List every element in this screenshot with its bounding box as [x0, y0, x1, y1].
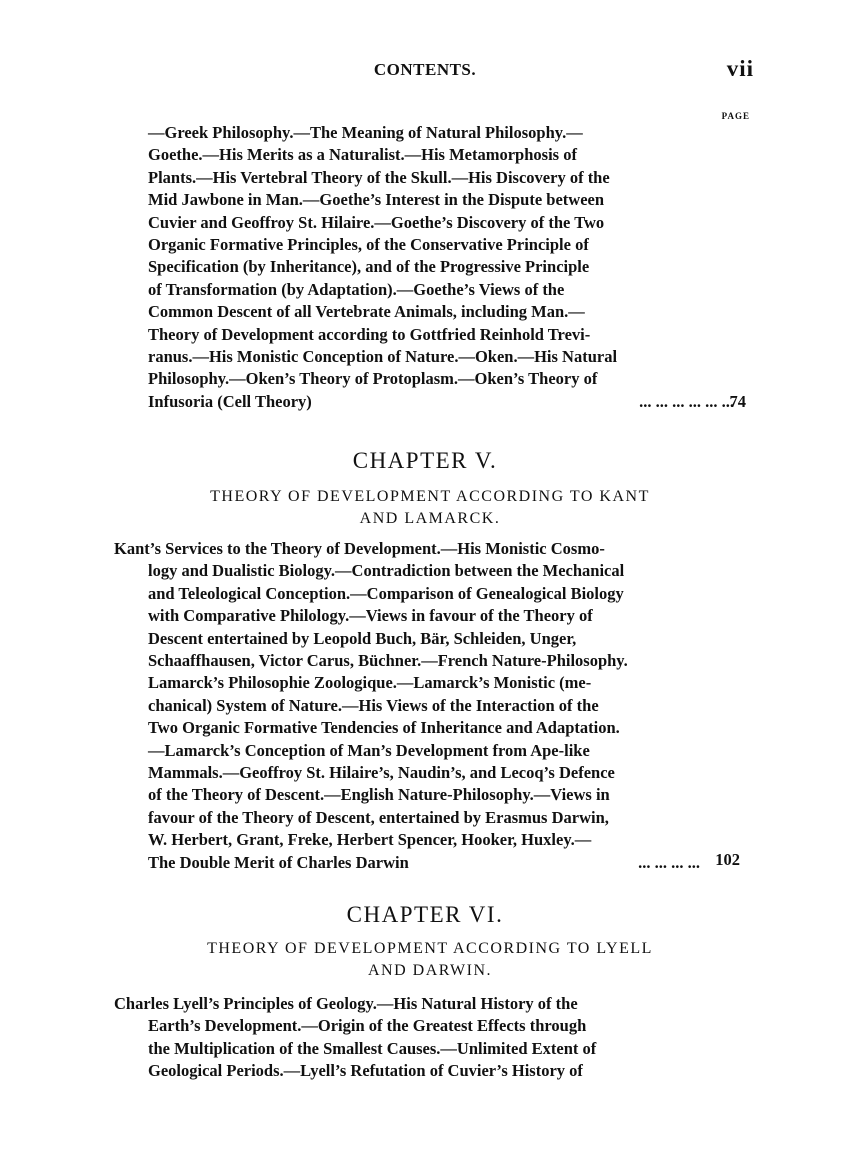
dot-leader: ... ... ... ... ... ...: [639, 391, 734, 411]
entry-line: Kant’s Services to the Theory of Development.—His Monistic Cosmo-: [114, 539, 605, 558]
entry-line: Mid Jawbone in Man.—Goethe’s Interest in the Dispute between: [148, 190, 605, 210]
chapter-subtitle: THEORY OF DEVELOPMENT ACCORDING TO LYELL: [207, 940, 653, 957]
entry-line: Schaaffhausen, Victor Carus, Büchner.—French Nature-Philosophy.: [148, 651, 628, 671]
chapter-heading: CHAPTER VI.: [346, 902, 504, 927]
entry-line: of Transformation (by Adaptation).—Goethe’s Views of the: [148, 279, 565, 299]
chapter-subtitle: AND LAMARCK.: [359, 510, 501, 527]
page-column-label: PAGE: [721, 111, 750, 121]
chapter-subtitle: THEORY OF DEVELOPMENT ACCORDING TO KANT: [210, 488, 650, 505]
entry-line: Infusoria (Cell Theory): [148, 391, 312, 411]
entry-line: Geological Periods.—Lyell’s Refutation of Cuvier’s History of: [148, 1061, 583, 1081]
entry-line: The Double Merit of Charles Darwin: [148, 852, 409, 872]
entry-line: Common Descent of all Vertebrate Animals, including Man.—: [148, 302, 585, 322]
entry-line: the Multiplication of the Smallest Causes.—Unlimited Extent of: [148, 1038, 597, 1058]
entry-line: Mammals.—Geoffroy St. Hilaire’s, Naudin’s, and Lecoq’s Defence: [148, 763, 615, 783]
entry-line: —Greek Philosophy.—The Meaning of Natural Philosophy.—: [148, 123, 583, 142]
entry-line: Plants.—His Vertebral Theory of the Skull.—His Discovery of the: [148, 167, 610, 187]
entry-line: Organic Formative Principles, of the Conservative Principle of: [148, 235, 589, 255]
contents-entry-continued: [114, 122, 740, 413]
dot-leader: ... ... ... ...: [638, 852, 700, 872]
entry-line: Earth’s Development.—Origin of the Greatest Effects through: [148, 1016, 587, 1036]
entry-line: Specification (by Inheritance), and of the Progressive Principle: [148, 257, 590, 277]
page-number: 102: [715, 850, 740, 869]
entry-line: and Teleological Conception.—Comparison of Genealogical Biology: [148, 583, 624, 603]
entry-line: Goethe.—His Merits as a Naturalist.—His Metamorphosis of: [148, 145, 577, 165]
chapter-heading: CHAPTER V.: [352, 448, 498, 473]
entry-line: —Lamarck’s Conception of Man’s Development from Ape-like: [148, 740, 590, 760]
entry-line: Descent entertained by Leopold Buch, Bär, Schleiden, Unger,: [148, 628, 577, 648]
entry-line: Theory of Development according to Gottfried Reinhold Trevi-: [148, 324, 591, 344]
page-number: 74: [729, 392, 746, 411]
page-folio: vii: [726, 56, 754, 81]
entry-line: favour of the Theory of Descent, entertained by Erasmus Darwin,: [148, 807, 609, 827]
entry-last-line: [148, 391, 740, 413]
entry-line: of the Theory of Descent.—English Nature-Philosophy.—Views in: [148, 785, 610, 805]
entry-last-line: [114, 852, 706, 874]
contents-entry: [114, 993, 706, 1083]
running-title: CONTENTS.: [373, 60, 477, 79]
entry-line: Cuvier and Geoffroy St. Hilaire.—Goethe’s Discovery of the Two: [148, 212, 605, 232]
entry-line: Philosophy.—Oken’s Theory of Protoplasm.—Oken’s Theory of: [148, 369, 598, 389]
entry-line: Two Organic Formative Tendencies of Inheritance and Adaptation.: [148, 718, 620, 738]
entry-line: W. Herbert, Grant, Freke, Herbert Spencer, Hooker, Huxley.—: [148, 830, 592, 850]
running-head: [0, 56, 850, 90]
entry-line: logy and Dualistic Biology.—Contradiction between the Mechanical: [148, 561, 625, 581]
entry-line: Charles Lyell’s Principles of Geology.—His Natural History of the: [114, 994, 578, 1013]
entry-line: Lamarck’s Philosophie Zoologique.—Lamarck’s Monistic (me-: [148, 673, 592, 693]
entry-line: ranus.—His Monistic Conception of Nature.—Oken.—His Natural: [148, 347, 618, 367]
entry-line: with Comparative Philology.—Views in favour of the Theory of: [148, 606, 593, 626]
contents-entry: [114, 538, 706, 874]
chapter-subtitle: AND DARWIN.: [367, 962, 493, 979]
entry-line: chanical) System of Nature.—His Views of the Interaction of the: [148, 695, 599, 715]
